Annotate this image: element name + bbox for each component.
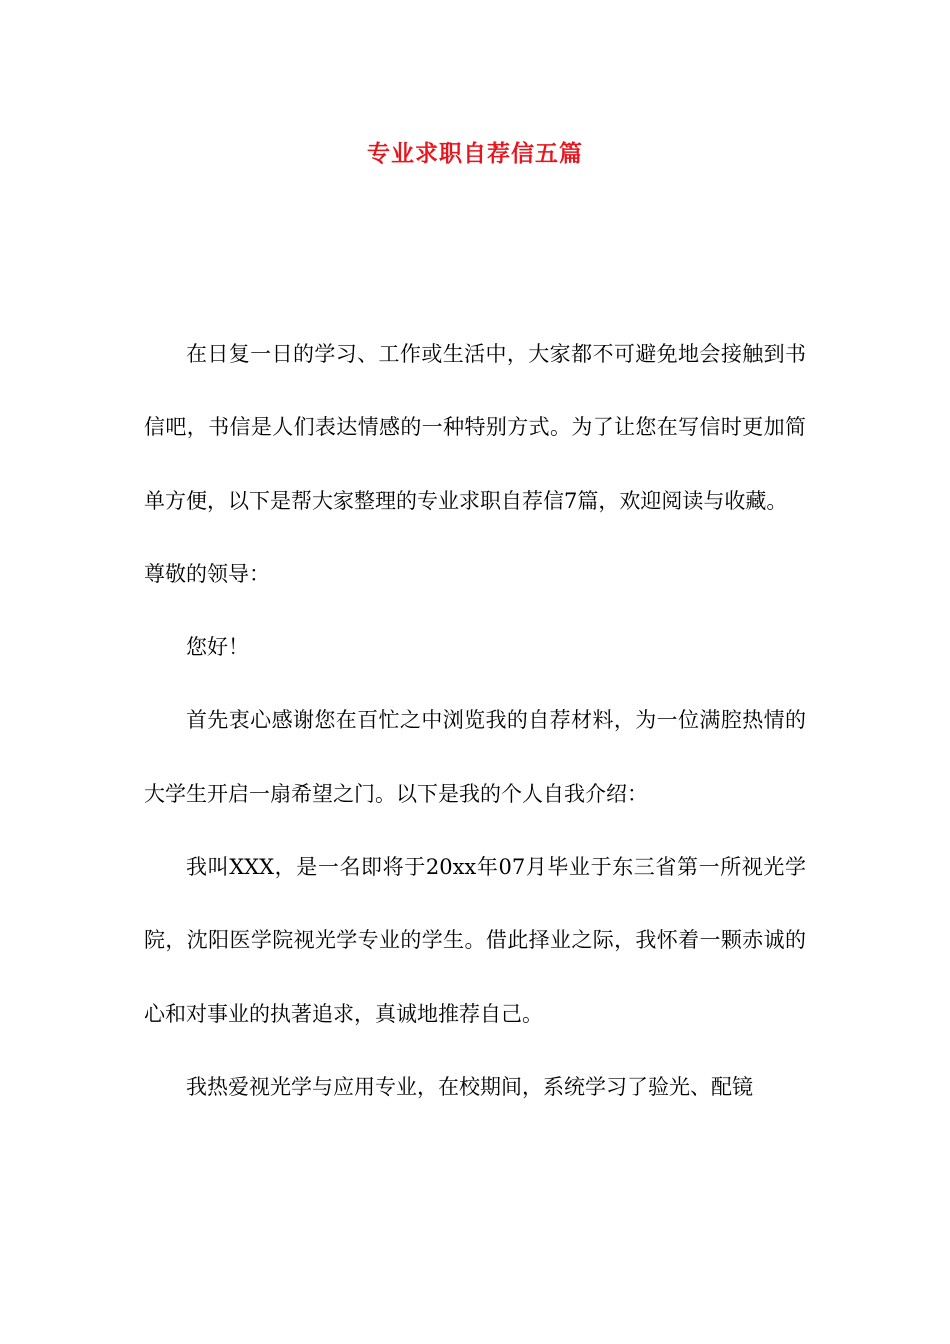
paragraph-intro: 在日复一日的学习、工作或生活中，大家都不可避免地会接触到书信吧，书信是人们表达情感的一种特别方式。为了让您在写信时更加简单方便，以下是帮大家整理的专业求职自荐信7篇，欢迎阅读与收藏。	[144, 342, 806, 513]
paragraph-greeting: 您好！	[186, 635, 249, 660]
paragraph-self-intro: 我叫XXX，是一名即将于20xx年07月毕业于东三省第一所视光学院，沈阳医学院视光学专业的学生。借此择业之际，我怀着一颗赤诚的心和对事业的执著追求，真诚地推荐自己。	[144, 855, 806, 1026]
paragraph-salutation: 尊敬的领导：	[144, 561, 270, 586]
document-title: 专业求职自荐信五篇	[367, 140, 583, 167]
paragraph-thanks: 首先衷心感谢您在百忙之中浏览我的自荐材料，为一位满腔热情的大学生开启一扇希望之门。以下是我的个人自我介绍：	[144, 708, 806, 806]
document-body	[144, 318, 806, 1124]
paragraph-major: 我热爱视光学与应用专业，在校期间，系统学习了验光、配镜	[186, 1074, 753, 1099]
